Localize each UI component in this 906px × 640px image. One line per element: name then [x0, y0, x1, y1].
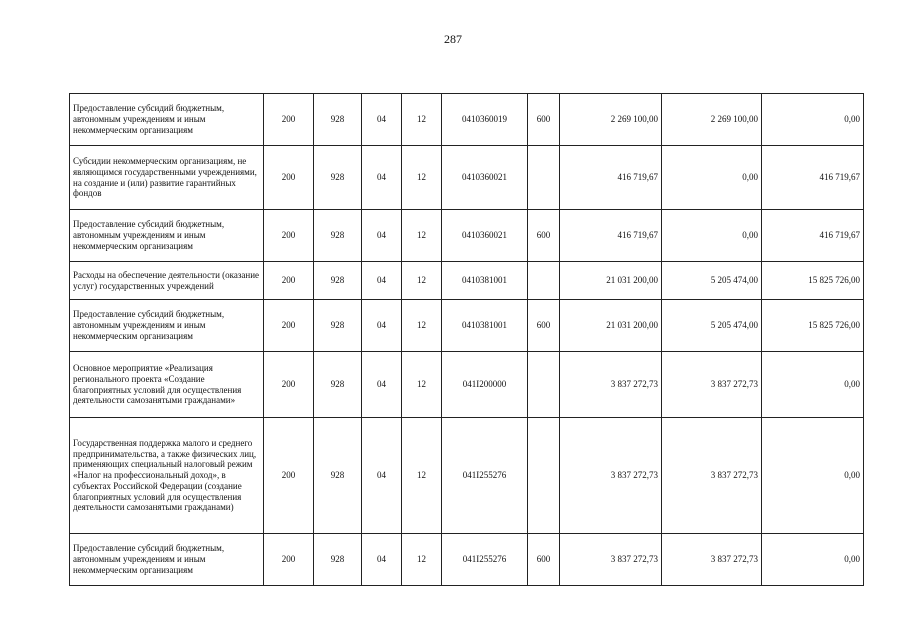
section-cell: 04	[362, 534, 402, 586]
target-item-cell: 0410360021	[442, 210, 528, 262]
section-cell: 04	[362, 94, 402, 146]
admin-code-cell: 200	[264, 352, 314, 418]
amount-second-cell: 0,00	[662, 210, 762, 262]
admin-code-cell: 200	[264, 262, 314, 300]
section-cell: 04	[362, 210, 402, 262]
amount-second-cell: 3 837 272,73	[662, 534, 762, 586]
ministry-code-cell: 928	[314, 300, 362, 352]
table-row	[70, 352, 864, 418]
admin-code-cell: 200	[264, 534, 314, 586]
amount-second-cell: 3 837 272,73	[662, 352, 762, 418]
row-name-cell: Субсидии некоммерческим организациям, не являющимся государственными учреждениями, на создание и (или) развитие гарантийных фондов	[70, 146, 264, 210]
row-name-cell: Предоставление субсидий бюджетным, автономным учреждениям и иным некоммерческим организациям	[70, 534, 264, 586]
amount-total-cell: 416 719,67	[560, 146, 662, 210]
table-row	[70, 210, 864, 262]
subsection-cell: 12	[402, 300, 442, 352]
amount-second-cell: 5 205 474,00	[662, 300, 762, 352]
section-cell: 04	[362, 352, 402, 418]
expense-type-cell: 600	[528, 534, 560, 586]
row-name-cell: Предоставление субсидий бюджетным, автономным учреждениям и иным некоммерческим организациям	[70, 210, 264, 262]
amount-third-cell: 0,00	[762, 534, 864, 586]
amount-second-cell: 3 837 272,73	[662, 418, 762, 534]
row-name-cell: Расходы на обеспечение деятельности (оказание услуг) государственных учреждений	[70, 262, 264, 300]
target-item-cell: 0410381001	[442, 262, 528, 300]
expense-type-cell: 600	[528, 94, 560, 146]
amount-third-cell: 0,00	[762, 418, 864, 534]
amount-total-cell: 3 837 272,73	[560, 534, 662, 586]
expense-type-cell	[528, 262, 560, 300]
subsection-cell: 12	[402, 146, 442, 210]
amount-total-cell: 21 031 200,00	[560, 300, 662, 352]
ministry-code-cell: 928	[314, 418, 362, 534]
expense-type-cell: 600	[528, 210, 560, 262]
target-item-cell: 0410381001	[442, 300, 528, 352]
amount-third-cell: 15 825 726,00	[762, 300, 864, 352]
amount-total-cell: 21 031 200,00	[560, 262, 662, 300]
target-item-cell: 0410360021	[442, 146, 528, 210]
admin-code-cell: 200	[264, 94, 314, 146]
section-cell: 04	[362, 300, 402, 352]
target-item-cell: 0410360019	[442, 94, 528, 146]
amount-total-cell: 2 269 100,00	[560, 94, 662, 146]
table-row	[70, 534, 864, 586]
row-name-cell: Предоставление субсидий бюджетным, автономным учреждениям и иным некоммерческим организациям	[70, 94, 264, 146]
row-name-cell: Государственная поддержка малого и среднего предпринимательства, а также физических лиц, применяющих специальный налоговый режим «Налог на профессиональный доход», в субъектах Российской Федерации (создание благоприятных условий для осуществления деятельности самозанятыми гражданами)	[70, 418, 264, 534]
amount-second-cell: 5 205 474,00	[662, 262, 762, 300]
subsection-cell: 12	[402, 262, 442, 300]
subsection-cell: 12	[402, 352, 442, 418]
admin-code-cell: 200	[264, 300, 314, 352]
table-row	[70, 94, 864, 146]
amount-third-cell: 416 719,67	[762, 146, 864, 210]
amount-third-cell: 416 719,67	[762, 210, 864, 262]
subsection-cell: 12	[402, 210, 442, 262]
ministry-code-cell: 928	[314, 210, 362, 262]
table-row	[70, 262, 864, 300]
ministry-code-cell: 928	[314, 534, 362, 586]
section-cell: 04	[362, 262, 402, 300]
expense-type-cell	[528, 418, 560, 534]
target-item-cell: 041I255276	[442, 418, 528, 534]
amount-second-cell: 0,00	[662, 146, 762, 210]
amount-third-cell: 15 825 726,00	[762, 262, 864, 300]
amount-second-cell: 2 269 100,00	[662, 94, 762, 146]
admin-code-cell: 200	[264, 146, 314, 210]
admin-code-cell: 200	[264, 210, 314, 262]
section-cell: 04	[362, 418, 402, 534]
row-name-cell: Предоставление субсидий бюджетным, автономным учреждениям и иным некоммерческим организациям	[70, 300, 264, 352]
admin-code-cell: 200	[264, 418, 314, 534]
expense-type-cell	[528, 352, 560, 418]
expense-type-cell: 600	[528, 300, 560, 352]
amount-third-cell: 0,00	[762, 352, 864, 418]
section-cell: 04	[362, 146, 402, 210]
amount-total-cell: 3 837 272,73	[560, 418, 662, 534]
amount-third-cell: 0,00	[762, 94, 864, 146]
table-row	[70, 300, 864, 352]
subsection-cell: 12	[402, 418, 442, 534]
target-item-cell: 041I255276	[442, 534, 528, 586]
amount-total-cell: 416 719,67	[560, 210, 662, 262]
target-item-cell: 041I200000	[442, 352, 528, 418]
row-name-cell: Основное мероприятие «Реализация регионального проекта «Создание благоприятных условий для осуществления деятельности самозанятыми гражданами»	[70, 352, 264, 418]
amount-total-cell: 3 837 272,73	[560, 352, 662, 418]
table-row	[70, 418, 864, 534]
ministry-code-cell: 928	[314, 352, 362, 418]
page-number: 287	[444, 32, 462, 46]
budget-table	[69, 93, 864, 586]
subsection-cell: 12	[402, 534, 442, 586]
expense-type-cell	[528, 146, 560, 210]
subsection-cell: 12	[402, 94, 442, 146]
ministry-code-cell: 928	[314, 146, 362, 210]
ministry-code-cell: 928	[314, 262, 362, 300]
table-row	[70, 146, 864, 210]
ministry-code-cell: 928	[314, 94, 362, 146]
